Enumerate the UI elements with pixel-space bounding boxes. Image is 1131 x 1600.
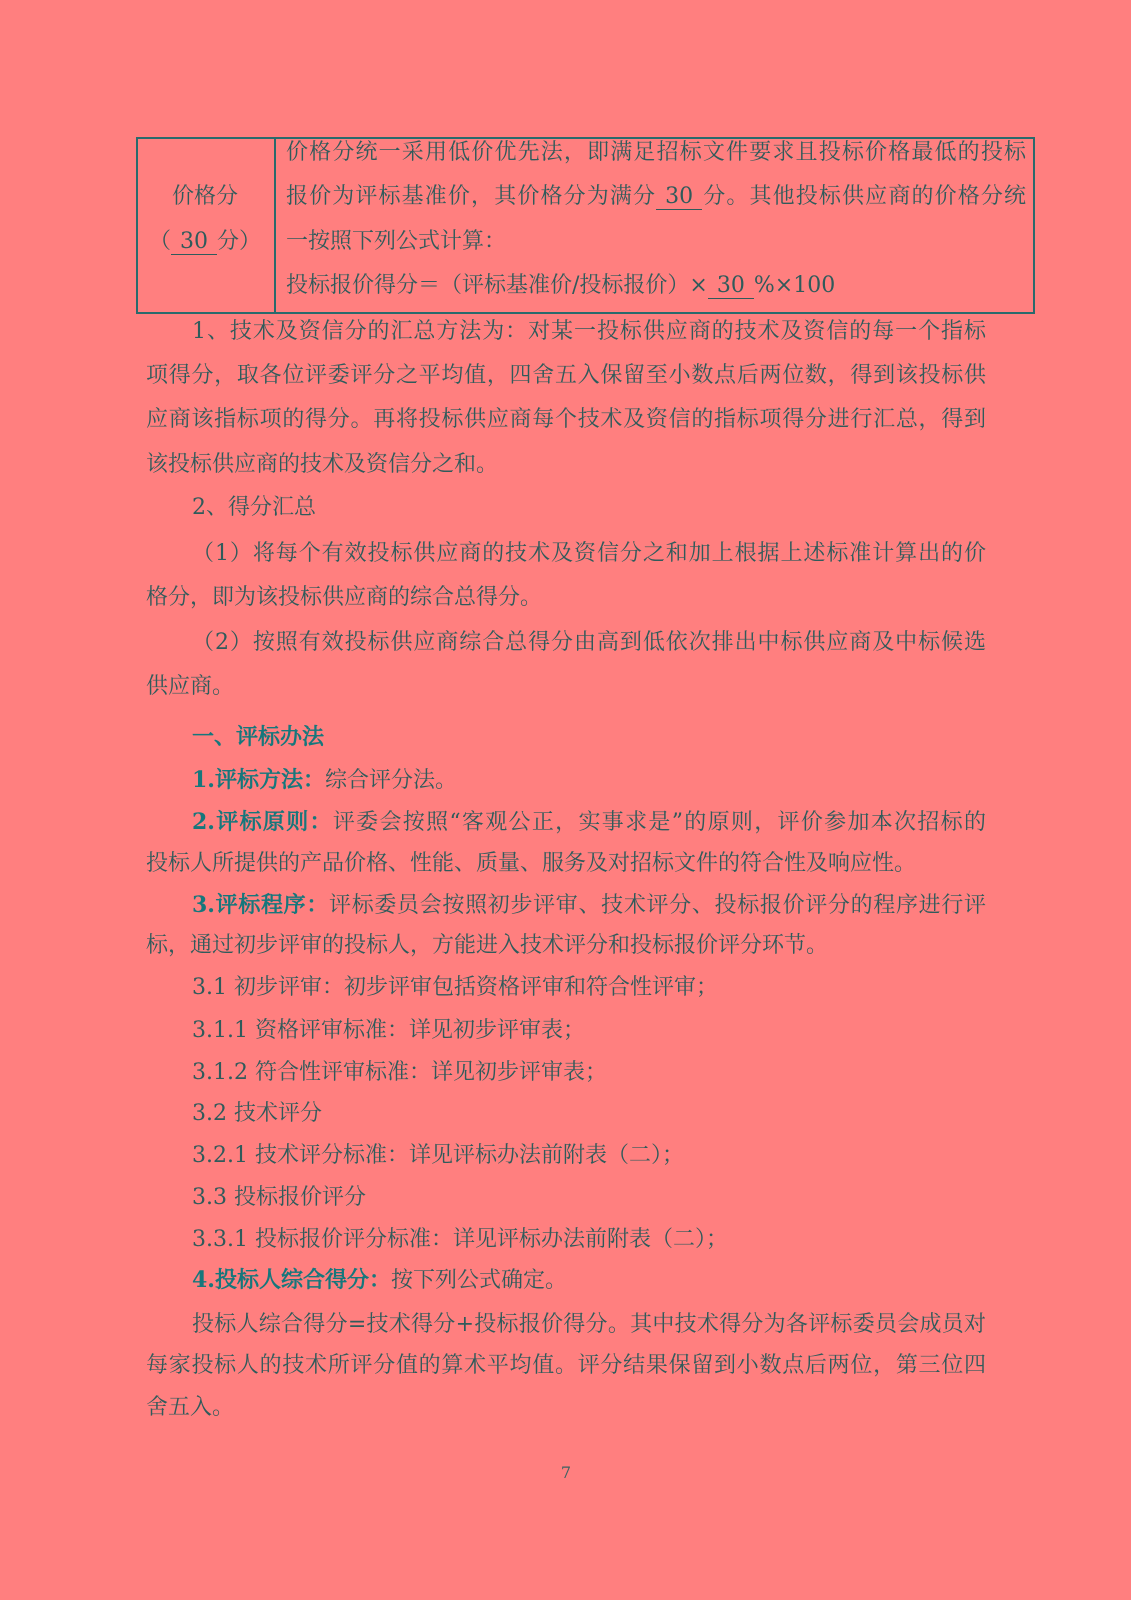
paragraph-line: 每家投标人的技术所评分值的算术平均值。评分结果保留到小数点后两位，第三位四 xyxy=(146,1353,986,1378)
paragraph-line: 格分，即为该投标供应商的综合总得分。 xyxy=(146,585,543,610)
procedure-step: 3.2.1 技术评分标准：详见评标办法前附表（二）； xyxy=(192,1143,684,1168)
procedure-step: 3.1 初步评审：初步评审包括资格评审和符合性评审； xyxy=(192,975,718,1000)
paragraph-line: 投标人所提供的产品价格、性能、质量、服务及对招标文件的符合性及响应性。 xyxy=(146,851,917,876)
method-item-line xyxy=(192,1265,567,1295)
table-desc-line: 价格分统一采用低价优先法，即满足招标文件要求且投标价格最低的投标 xyxy=(286,140,1026,165)
procedure-step: 3.2 技术评分 xyxy=(192,1101,322,1126)
paragraph-line: 该投标供应商的技术及资信分之和。 xyxy=(146,452,499,477)
desc-text: 分。其他投标供应商的价格分统 xyxy=(702,184,1026,209)
procedure-step: 3.3 投标报价评分 xyxy=(192,1185,366,1210)
price-formula xyxy=(286,271,835,301)
method-item-text: 评委会按照“客观公正，实事求是”的原则，评价参加本次招标的 xyxy=(332,810,986,835)
method-item-label: 4.投标人综合得分： xyxy=(192,1267,391,1293)
page-number: 7 xyxy=(560,1463,572,1482)
points-open: （ xyxy=(148,229,171,254)
paragraph-line: 舍五入。 xyxy=(146,1395,235,1420)
method-item-line xyxy=(192,807,986,837)
table-column-divider xyxy=(274,137,276,314)
method-item-text: 综合评分法。 xyxy=(324,768,457,793)
paragraph-line: （2）按照有效投标供应商综合总得分由高到低依次排出中标供应商及中标候选 xyxy=(192,630,986,655)
procedure-step: 3.3.1 投标报价评分标准：详见评标办法前附表（二）； xyxy=(192,1227,728,1252)
paragraph-line: 1、技术及资信分的汇总方法为：对某一投标供应商的技术及资信的每一个指标 xyxy=(192,319,986,344)
points-value: 30 xyxy=(171,229,217,255)
method-heading: 一、评标办法 xyxy=(192,724,325,750)
method-item-text: 按下列公式确定。 xyxy=(390,1268,567,1293)
table-desc-line: 一按照下列公式计算： xyxy=(286,229,507,254)
formula-text: %×100 xyxy=(753,273,836,298)
table-label-price-score: 价格分 xyxy=(171,184,238,209)
method-item-label: 3.评标程序： xyxy=(192,892,330,918)
desc-text: 报价为评标基准价，其价格分为满分 xyxy=(286,184,657,209)
method-item-label: 1.评标方法： xyxy=(192,767,325,793)
method-item-text: 评标委员会按照初步评审、技术评分、投标报价评分的程序进行评 xyxy=(329,893,986,918)
paragraph-line: 项得分，取各位评委评分之平均值，四舍五入保留至小数点后两位数，得到该投标供 xyxy=(146,363,986,388)
method-item-line xyxy=(192,890,986,920)
section-heading: 2、得分汇总 xyxy=(192,495,316,520)
points-close: 分） xyxy=(217,229,262,254)
table-label-points xyxy=(136,227,274,257)
full-score-value: 30 xyxy=(656,184,702,210)
paragraph-line: 供应商。 xyxy=(146,674,235,699)
formula-text: 投标报价得分＝（评标基准价/投标报价）× xyxy=(286,273,708,298)
table-desc-line xyxy=(286,182,1026,212)
paragraph-line: 应商该指标项的得分。再将投标供应商每个技术及资信的指标项得分进行汇总，得到 xyxy=(146,407,986,432)
paragraph-line: （1）将每个有效投标供应商的技术及资信分之和加上根据上述标准计算出的价 xyxy=(192,541,986,566)
paragraph-line: 投标人综合得分=技术得分+投标报价得分。其中技术得分为各评标委员会成员对 xyxy=(192,1312,986,1337)
paragraph-line: 标，通过初步评审的投标人，方能进入技术评分和投标报价评分环节。 xyxy=(146,933,829,958)
method-item-label: 2.评标原则： xyxy=(192,809,333,835)
method-item-line xyxy=(192,765,457,795)
procedure-step: 3.1.2 符合性评审标准：详见初步评审表； xyxy=(192,1060,607,1085)
procedure-step: 3.1.1 资格评审标准：详见初步评审表； xyxy=(192,1018,585,1043)
formula-weight-value: 30 xyxy=(708,273,754,299)
